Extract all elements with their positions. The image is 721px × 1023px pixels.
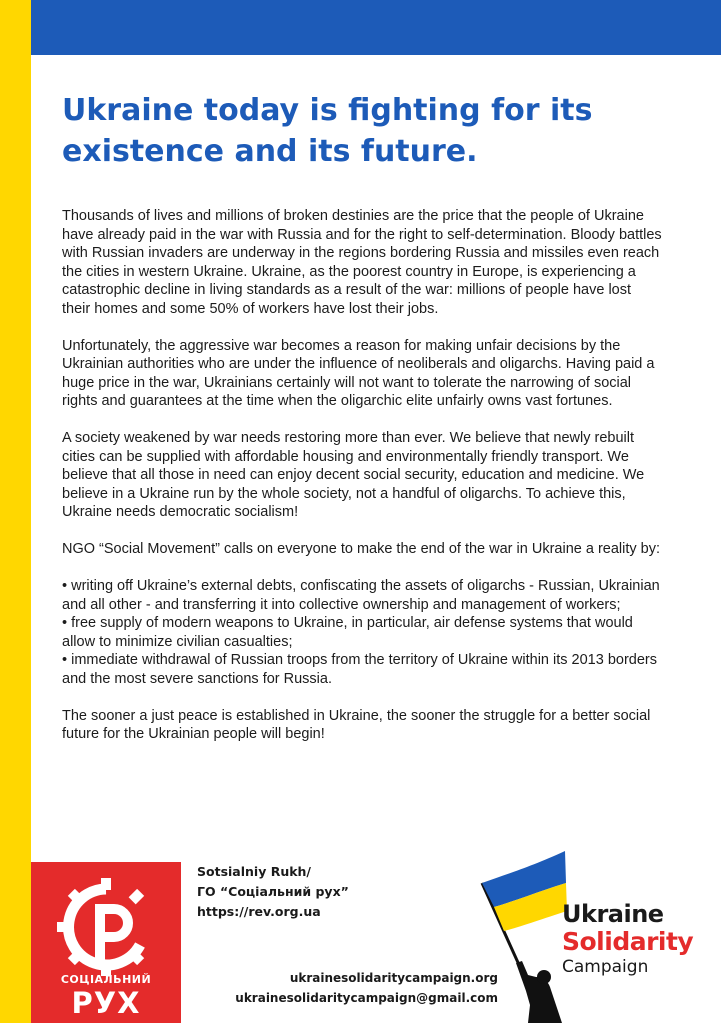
organization-info xyxy=(197,862,349,922)
demand-item-2: • free supply of modern weapons to Ukraine, in particular, air defense systems that would allow to minimize civilian casualties; xyxy=(62,615,633,650)
paragraph-3: A society weakened by war needs restoring more than ever. We believe that newly rebuilt cities can be supplied with affordable housing and environmentally friendly transport. We believe that all those in need can enjoy decent social security, education and medicine. We believe in a Ukraine run by the whole society, not a handful of oligarchs. To achieve this, Ukraine needs democratic socialism! xyxy=(62,430,645,520)
social-movement-logo xyxy=(31,862,181,1023)
paragraph-1: Thousands of lives and millions of broken destinies are the price that the people of Ukraine have already paid in the war with Russia and for the right to self-determination. Bloody battles with Russian invaders are underway in the regions bordering Russia and missiles even reach the cities in western Ukraine. Ukraine, as the poorest country in Europe, is experiencing a catastrophic decline in living standards as a result of the war: millions of people have lost their homes and some 50% of workers have lost their jobs. xyxy=(62,208,662,317)
usc-logo-word-campaign: Campaign xyxy=(562,957,649,977)
yellow-side-stripe xyxy=(0,0,31,1023)
org-name-ukrainian: ГО “Соціальний рух” xyxy=(197,884,349,899)
org-website-link[interactable]: https://rev.org.ua xyxy=(197,904,321,919)
page-title: Ukraine today is fighting for its existence and its future. xyxy=(62,93,593,169)
article-body xyxy=(62,207,662,762)
usc-logo-word-solidarity: Solidarity xyxy=(562,927,694,956)
paragraph-2: Unfortunately, the aggressive war becomes a reason for making unfair decisions by the Ukrainian authorities who are under the influence of neoliberals and oligarchs. Having paid a huge price in the war, Ukrainians certainly will not want to tolerate the narrowing of social rights and guarantees at the time when the oligarchic elite unfairly owns vast fortunes. xyxy=(62,337,655,409)
demand-item-3: • immediate withdrawal of Russian troops from the territory of Ukraine within its 2013 borders and the most severe sanctions for Russia. xyxy=(62,652,657,687)
paragraph-4: NGO “Social Movement” calls on everyone to make the end of the war in Ukraine a reality by: xyxy=(62,541,660,557)
usc-logo-word-ukraine: Ukraine xyxy=(562,900,664,928)
logo-title: РУХ xyxy=(71,986,141,1020)
demand-item-1: • writing off Ukraine’s external debts, confiscating the assets of oligarchs - Russian, Ukrainian and all other - and transferring it into collective ownership and management of workers; xyxy=(62,578,660,613)
logo-subtitle: СОЦІАЛЬНИЙ xyxy=(60,973,152,986)
gear-icon xyxy=(56,877,156,977)
campaign-website-link[interactable]: ukrainesolidaritycampaign.org xyxy=(289,971,498,985)
campaign-contact xyxy=(220,968,498,1008)
blue-top-stripe xyxy=(31,0,721,55)
closing-paragraph: The sooner a just peace is established in Ukraine, the sooner the struggle for a better social future for the Ukrainian people will begin! xyxy=(62,707,651,742)
org-name-latin: Sotsialniy Rukh/ xyxy=(197,864,311,879)
campaign-email-link[interactable]: ukrainesolidaritycampaign@gmail.com xyxy=(235,991,498,1005)
